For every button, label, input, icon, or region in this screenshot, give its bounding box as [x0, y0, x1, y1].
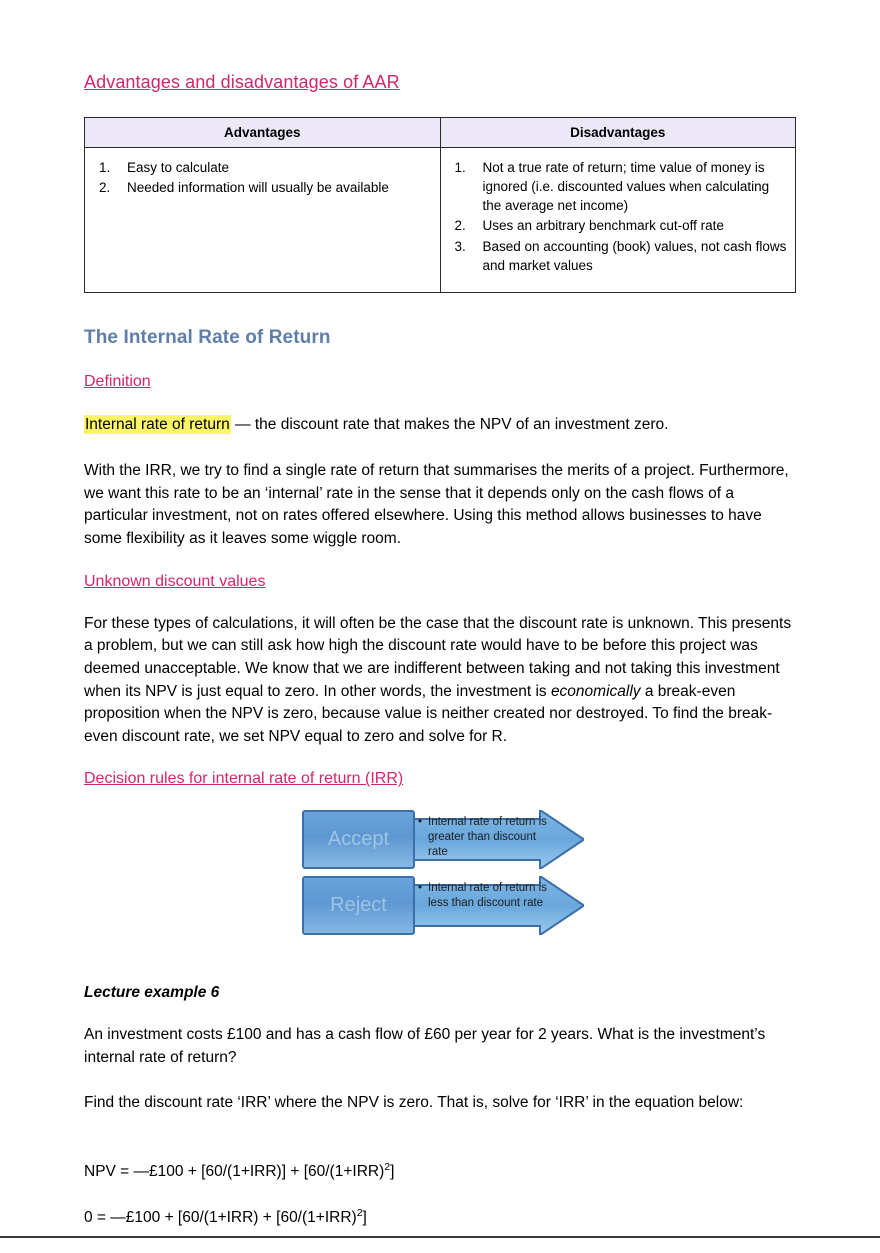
heading-internal-rate-of-return: The Internal Rate of Return: [84, 326, 331, 348]
paragraph-unknown-discount: [84, 613, 796, 749]
list-item: [449, 216, 788, 235]
disadvantages-list: [449, 158, 788, 275]
document-content: [84, 72, 796, 1253]
list-marker: 1.: [99, 160, 111, 175]
list-marker: 2.: [454, 218, 466, 234]
page-footer-divider: [0, 1236, 880, 1238]
table-row: [85, 148, 796, 293]
irr-decision-diagram: [84, 810, 796, 960]
table-cell-advantages: [85, 148, 441, 293]
paragraph-unknown-part1: For these types of calculations, it will often be the case that the discount rate is unknown. This presents a problem, but we can still ask how high the discount rate would have to be before this project was deemed unacceptable. We know that we are indifferent between taking and not taking this investment when its NPV is just equal to zero. In other words, the investment is: [84, 614, 792, 700]
formula-line-2-sup: 2: [356, 1207, 363, 1220]
list-item: [449, 237, 788, 275]
accept-label-box: [302, 810, 415, 869]
list-marker: 3.: [454, 238, 466, 254]
list-item-text: Uses an arbitrary benchmark cut-off rate: [482, 218, 724, 234]
formula-line-1-pre: NPV = —£100 + [60/(1+IRR)] + [60/(1+IRR): [84, 1162, 385, 1180]
table-cell-disadvantages: [440, 148, 796, 293]
table-header-row: [85, 118, 796, 148]
formula-line-2-pre: 0 = —£100 + [60/(1+IRR) + [60/(1+IRR): [84, 1209, 357, 1227]
paragraph-irr: With the IRR, we try to find a single rate of return that summarises the merits of a project. Furthermore, we want this rate to be an ‘internal’ rate in the sense that it depends only on the cash flows of a particular investment, not on rates offered elsewhere. Using this method allows businesses to have some flexibility as it leaves some wiggle room.: [84, 462, 789, 548]
definition-line: [84, 413, 796, 436]
heading-unknown-discount-values: Unknown discount values: [84, 572, 266, 590]
advantages-disadvantages-table: [84, 117, 796, 293]
definition-term: Internal rate of return: [85, 415, 230, 433]
heading-lecture-example: Lecture example 6: [84, 984, 220, 1002]
reject-condition-text: [418, 881, 556, 910]
list-item: [449, 158, 788, 215]
paragraph-unknown-italic: economically: [550, 682, 641, 700]
bullet-icon: •: [418, 882, 423, 895]
list-marker: 2.: [99, 180, 111, 196]
formula-line-1-sup: 2: [384, 1160, 391, 1173]
reject-label: Reject: [330, 894, 387, 917]
list-item-text: Based on accounting (book) values, not cash flows and market values: [482, 238, 787, 273]
list-item-text: Not a true rate of return; time value of money is ignored (i.e. discounted values when calculating the average net income): [482, 160, 770, 214]
paragraph-unknown-part2: a break-even proposition when the NPV is zero, because value is neither created nor destroyed. To find the break-even discount rate, we set NPV equal to zero and solve for R.: [84, 682, 773, 745]
list-item-text: Needed information will usually be available: [127, 180, 389, 196]
heading-definition: Definition: [84, 372, 151, 390]
definition-text: — the discount rate that makes the NPV of an investment zero.: [230, 415, 669, 433]
reject-condition-label: Internal rate of return is less than discount rate: [428, 882, 547, 910]
reject-label-box: [302, 876, 415, 935]
list-item-text: Easy to calculate: [127, 160, 230, 175]
list-marker: 1.: [454, 160, 466, 175]
advantages-list: [93, 158, 432, 197]
formula-line-2-post: ]: [362, 1209, 367, 1227]
list-item: [93, 158, 432, 177]
bullet-icon: •: [418, 816, 423, 829]
paragraph-lecture-question: An investment costs £100 and has a cash flow of £60 per year for 2 years. What is the investment’s internal rate of return?: [84, 1026, 766, 1067]
accept-condition-text: [418, 815, 556, 859]
formula-line-2: [84, 1206, 796, 1229]
accept-condition-label: Internal rate of return is greater than discount rate: [428, 816, 547, 858]
paragraph-lecture-instruction: Find the discount rate ‘IRR’ where the NPV is zero. That is, solve for ‘IRR’ in the equation below:: [84, 1093, 744, 1111]
formula-line-1-post: ]: [390, 1162, 395, 1180]
table-header-advantages: Advantages: [85, 118, 441, 148]
list-item: [93, 178, 432, 197]
accept-label: Accept: [327, 828, 390, 851]
formula-line-1: [84, 1160, 796, 1183]
table-header-disadvantages: Disadvantages: [440, 118, 796, 148]
heading-advantages-disadvantages-aar: Advantages and disadvantages of AAR: [84, 72, 400, 92]
heading-decision-rules-irr: Decision rules for internal rate of return (IRR): [84, 770, 404, 788]
